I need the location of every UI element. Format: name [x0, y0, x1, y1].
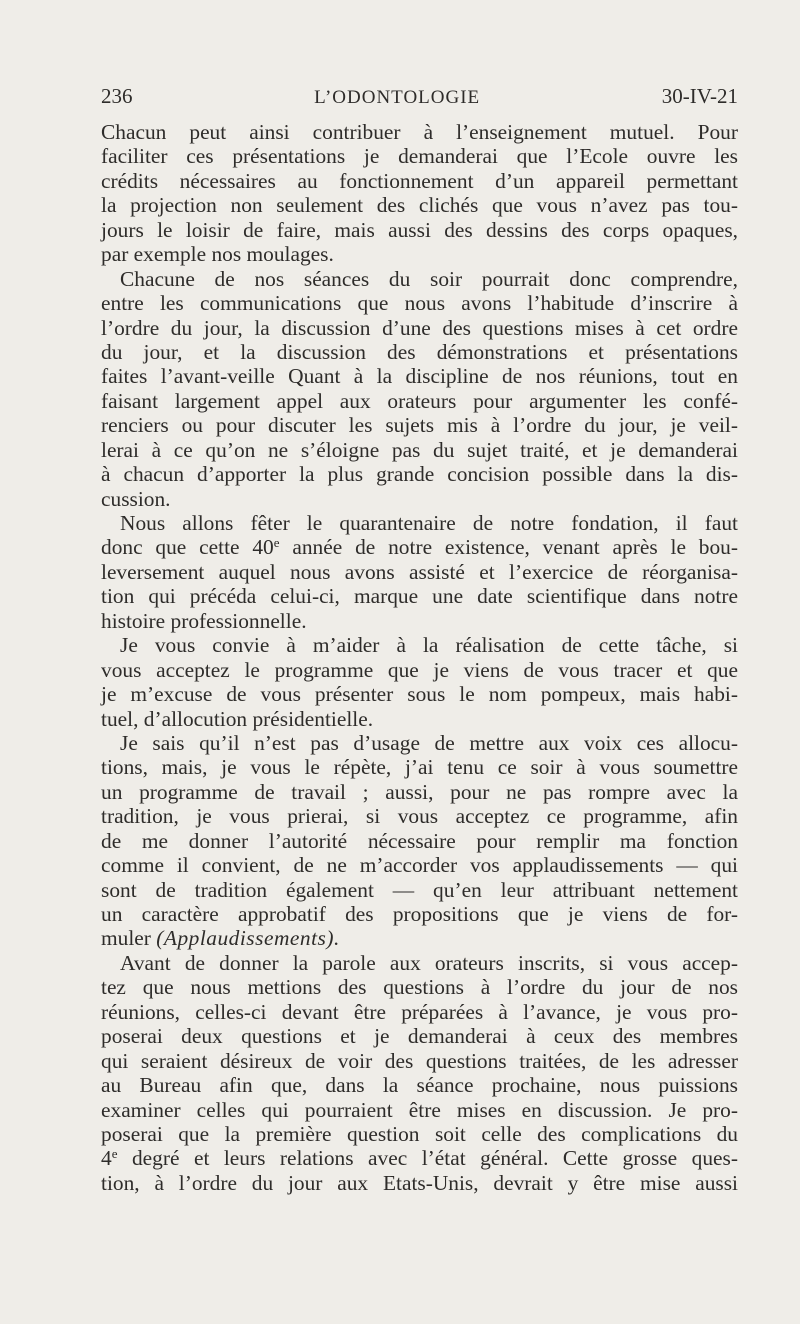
text-line: Chacun peut ainsi contribuer à l’enseignement mutuel. Pour	[101, 120, 738, 144]
text-line: crédits nécessaires au fonctionnement d’un appareil permettant	[101, 168, 738, 193]
superscript: e	[111, 1146, 118, 1162]
text-line: Chacune de nos séances du soir pourrait donc comprendre,	[120, 266, 738, 291]
body-text	[101, 120, 738, 1195]
text-line	[101, 926, 738, 950]
text-line: tion, à l’ordre du jour aux Etats-Unis, devrait y être mise aussi	[101, 1170, 738, 1195]
running-title: L’ODONTOLOGIE	[314, 87, 481, 108]
text-fragment: donc que cette 40	[101, 535, 274, 560]
page-number: 236	[101, 84, 133, 108]
text-line: Je sais qu’il n’est pas d’usage de mettre aux voix ces allocu-	[120, 730, 738, 755]
superscript: e	[273, 535, 280, 551]
text-line: tion qui précéda celui-ci, marque une date scientifique dans notre	[101, 584, 738, 609]
italic-text: (Applaudissements).	[156, 926, 340, 951]
text-line: comme il convient, de ne m’accorder vos applaudissements — qui	[101, 853, 738, 878]
text-line: Nous allons fêter le quarantenaire de notre fondation, il faut	[120, 511, 738, 535]
text-fragment: degré et leurs relations avec l’état général. Cette grosse ques-	[117, 1146, 738, 1171]
text-line	[101, 535, 738, 559]
text-line: Je vous convie à m’aider à la réalisation de cette tâche, si	[120, 633, 738, 658]
text-line: tions, mais, je vous le répète, j’ai tenu ce soir à vous soumettre	[101, 755, 738, 780]
text-line	[101, 1146, 738, 1170]
text-line: poserai que la première question soit celle des complications du	[101, 1121, 738, 1146]
text-line: lerai à ce qu’on ne s’éloigne pas du sujet traité, et je demanderai	[101, 437, 738, 462]
text-line: faciliter ces présentations je demanderai que l’Ecole ouvre les	[101, 144, 738, 169]
text-line: leversement auquel nous avons assisté et l’exercice de réorganisa-	[101, 559, 738, 584]
text-line: tradition, je vous prierai, si vous acceptez ce programme, afin	[101, 804, 738, 829]
text-line: à chacun d’apporter la plus grande concision possible dans la dis-	[101, 462, 738, 487]
text-line: sont de tradition également — qu’en leur attribuant nettement	[101, 877, 738, 902]
text-line: Avant de donner la parole aux orateurs inscrits, si vous accep-	[120, 950, 738, 975]
text-line: au Bureau afin que, dans la séance prochaine, nous puissions	[101, 1073, 738, 1098]
text-line: examiner celles qui pourraient être mises en discussion. Je pro-	[101, 1097, 738, 1122]
text-line: histoire professionnelle.	[101, 608, 307, 633]
text-line: tuel, d’allocution présidentielle.	[101, 706, 374, 731]
text-line: tez que nous mettions des questions à l’ordre du jour de nos	[101, 975, 738, 1000]
text-line: faisant largement appel aux orateurs pour argumenter les confé-	[101, 388, 738, 413]
text-line: renciers ou pour discuter les sujets mis à l’ordre du jour, je veil-	[101, 413, 738, 438]
text-line: de me donner l’autorité nécessaire pour remplir ma fonction	[101, 828, 738, 853]
text-line: qui seraient désireux de voir des questions traitées, de les adresser	[101, 1048, 738, 1073]
text-line: jours le loisir de faire, mais aussi des dessins des corps opaques,	[101, 217, 738, 242]
text-fragment: année de notre existence, venant après le bou-	[279, 535, 738, 560]
text-line: par exemple nos moulages.	[101, 242, 334, 267]
text-line: vous acceptez le programme que je viens de vous tracer et que	[101, 657, 738, 682]
text-line: l’ordre du jour, la discussion d’une des questions mises à cet ordre	[101, 315, 738, 340]
text-line: entre les communications que nous avons l’habitude d’inscrire à	[101, 291, 738, 316]
issue-date: 30-IV-21	[661, 84, 738, 108]
text-line: réunions, celles-ci devant être préparées à l’avance, je vous pro-	[101, 999, 738, 1024]
text-line: du jour, et la discussion des démonstrations et présentations	[101, 339, 738, 364]
text-line: poserai deux questions et je demanderai à ceux des membres	[101, 1024, 738, 1049]
text-line: un programme de travail ; aussi, pour ne pas rompre avec la	[101, 779, 738, 804]
text-line: un caractère approbatif des propositions que je viens de for-	[101, 902, 738, 926]
text-fragment: muler	[101, 926, 157, 951]
page-header	[101, 84, 738, 114]
text-line: faites l’avant-veille Quant à la discipline de nos réunions, tout en	[101, 364, 738, 389]
text-fragment: 4	[101, 1146, 112, 1171]
text-line: la projection non seulement des clichés que vous n’avez pas tou-	[101, 193, 738, 218]
text-line: cussion.	[101, 486, 171, 511]
text-line: je m’excuse de vous présenter sous le nom pompeux, mais habi-	[101, 682, 738, 707]
